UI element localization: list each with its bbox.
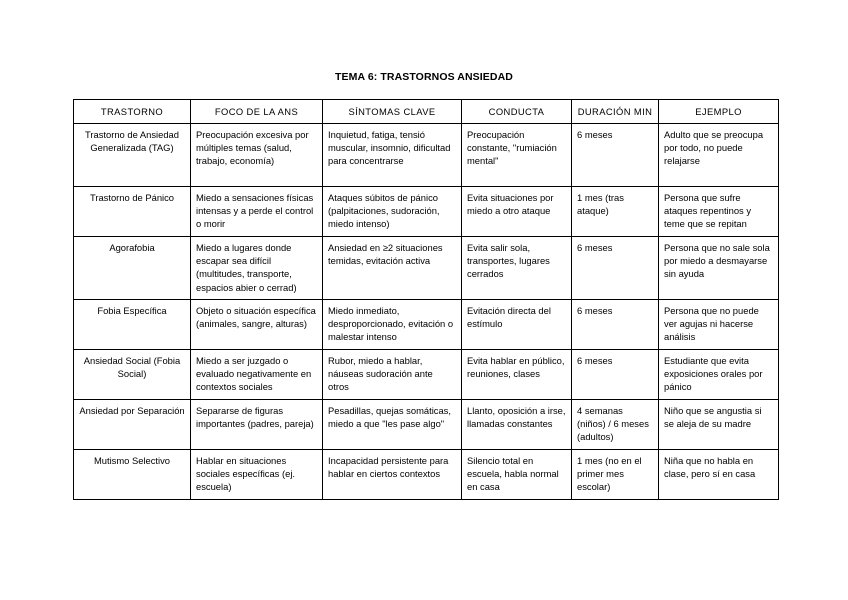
cell-duracion: 6 meses [572, 124, 659, 187]
header-conducta: CONDUCTA [462, 100, 572, 124]
cell-conducta: Evita hablar en público, reuniones, clases [462, 350, 572, 400]
cell-trastorno: Trastorno de Ansiedad Generalizada (TAG) [74, 124, 191, 187]
cell-duracion: 4 semanas (niños) / 6 meses (adultos) [572, 400, 659, 450]
cell-trastorno: Agorafobia [74, 237, 191, 300]
cell-sintomas: Miedo inmediato, desproporcionado, evitación o malestar intenso [323, 300, 462, 350]
cell-sintomas: Inquietud, fatiga, tensió muscular, insomnio, dificultad para concentrarse [323, 124, 462, 187]
cell-duracion: 1 mes (no en el primer mes escolar) [572, 450, 659, 500]
cell-conducta: Evitación directa del estímulo [462, 300, 572, 350]
cell-foco: Miedo a sensaciones físicas intensas y a perde el control o morir [191, 187, 323, 237]
cell-conducta: Llanto, oposición a irse, llamadas constantes [462, 400, 572, 450]
cell-conducta: Preocupación constante, "rumiación mental" [462, 124, 572, 187]
cell-foco: Objeto o situación específica (animales, sangre, alturas) [191, 300, 323, 350]
cell-ejemplo: Adulto que se preocupa por todo, no puede relajarse [659, 124, 779, 187]
header-sintomas: SÍNTOMAS CLAVE [323, 100, 462, 124]
cell-trastorno: Trastorno de Pánico [74, 187, 191, 237]
header-trastorno: TRASTORNO [74, 100, 191, 124]
cell-ejemplo: Niño que se angustia si se aleja de su madre [659, 400, 779, 450]
table-row [74, 187, 779, 237]
table-header-row [74, 100, 779, 124]
cell-ejemplo: Estudiante que evita exposiciones orales por pánico [659, 350, 779, 400]
header-foco: FOCO DE LA ANS [191, 100, 323, 124]
table-row [74, 400, 779, 450]
cell-ejemplo: Niña que no habla en clase, pero sí en casa [659, 450, 779, 500]
cell-sintomas: Rubor, miedo a hablar, náuseas sudoración ante otros [323, 350, 462, 400]
table-row [74, 450, 779, 500]
header-ejemplo: EJEMPLO [659, 100, 779, 124]
document-title: TEMA 6: TRASTORNOS ANSIEDAD [335, 71, 513, 83]
table-row [74, 300, 779, 350]
cell-duracion: 6 meses [572, 350, 659, 400]
cell-duracion: 1 mes (tras ataque) [572, 187, 659, 237]
cell-ejemplo: Persona que sufre ataques repentinos y teme que se repitan [659, 187, 779, 237]
cell-ejemplo: Persona que no sale sola por miedo a desmayarse sin ayuda [659, 237, 779, 300]
cell-foco: Miedo a lugares donde escapar sea difícil (multitudes, transporte, espacios abier o cerrad) [191, 237, 323, 300]
header-duracion: DURACIÓN MIN [572, 100, 659, 124]
cell-conducta: Silencio total en escuela, habla normal en casa [462, 450, 572, 500]
cell-sintomas: Ataques súbitos de pánico (palpitaciones, sudoración, miedo intenso) [323, 187, 462, 237]
cell-foco: Miedo a ser juzgado o evaluado negativamente en contextos sociales [191, 350, 323, 400]
cell-sintomas: Incapacidad persistente para hablar en ciertos contextos [323, 450, 462, 500]
cell-conducta: Evita salir sola, transportes, lugares cerrados [462, 237, 572, 300]
cell-sintomas: Ansiedad en ≥2 situaciones temidas, evitación activa [323, 237, 462, 300]
table-row [74, 124, 779, 187]
cell-sintomas: Pesadillas, quejas somáticas, miedo a que "les pase algo" [323, 400, 462, 450]
cell-foco: Preocupación excesiva por múltiples temas (salud, trabajo, economía) [191, 124, 323, 187]
cell-ejemplo: Persona que no puede ver agujas ni hacerse análisis [659, 300, 779, 350]
cell-trastorno: Ansiedad Social (Fobia Social) [74, 350, 191, 400]
cell-conducta: Evita situaciones por miedo a otro ataque [462, 187, 572, 237]
cell-foco: Separarse de figuras importantes (padres, pareja) [191, 400, 323, 450]
cell-foco: Hablar en situaciones sociales específicas (ej. escuela) [191, 450, 323, 500]
disorders-table [73, 99, 779, 500]
cell-duracion: 6 meses [572, 237, 659, 300]
cell-trastorno: Fobia Específica [74, 300, 191, 350]
cell-trastorno: Ansiedad por Separación [74, 400, 191, 450]
table-row [74, 237, 779, 300]
cell-duracion: 6 meses [572, 300, 659, 350]
cell-trastorno: Mutismo Selectivo [74, 450, 191, 500]
table-row [74, 350, 779, 400]
